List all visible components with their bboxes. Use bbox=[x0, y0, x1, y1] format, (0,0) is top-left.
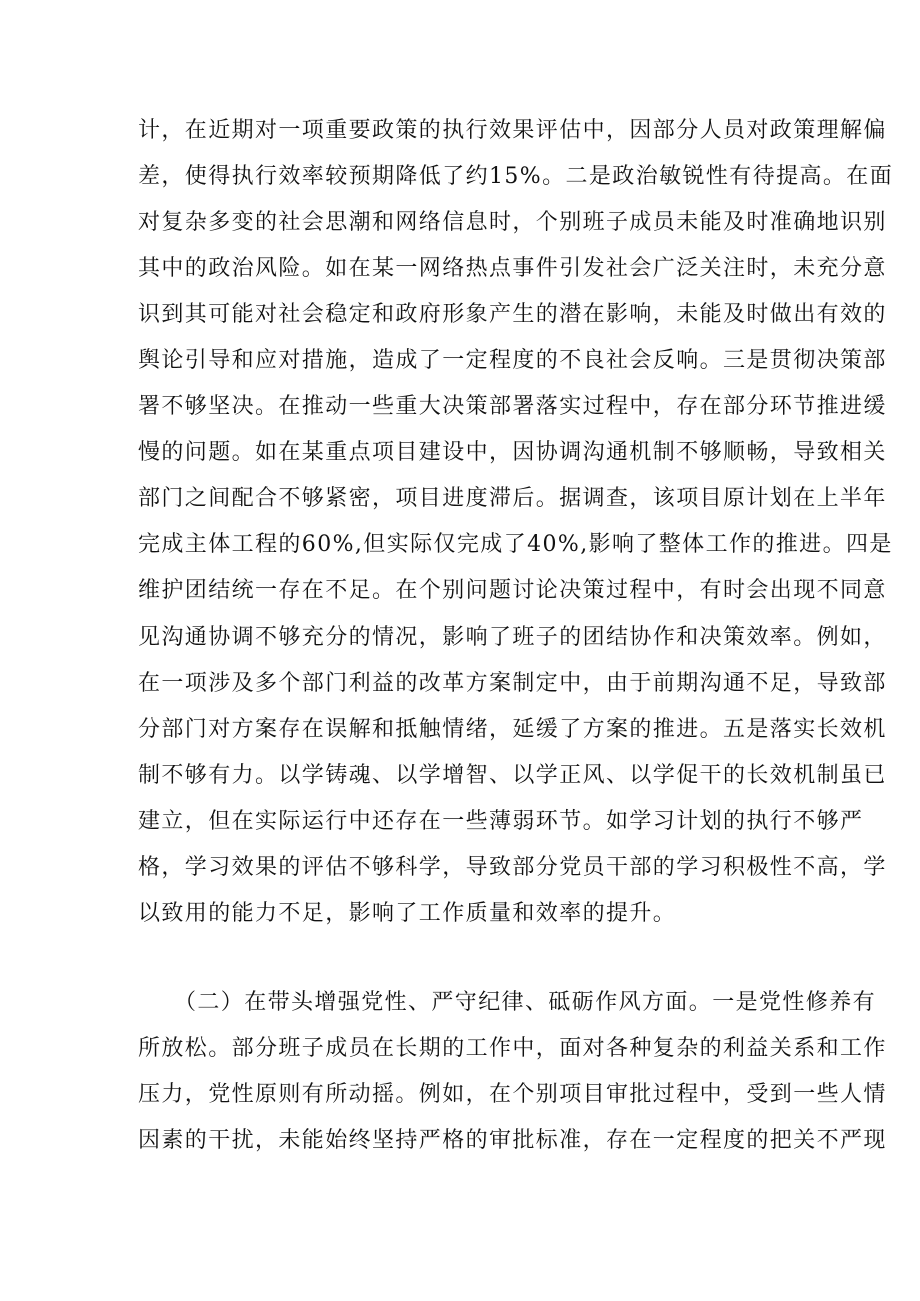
paragraph-line: 计，在近期对一项重要政策的执行效果评估中，因部分人员对政策理解偏 bbox=[138, 118, 887, 143]
paragraph-line: 对复杂多变的社会思潮和网络信息时，个别班子成员未能及时准确地识别 bbox=[138, 210, 887, 236]
paragraph-line: 压力，党性原则有所动摇。例如，在个别项目审批过程中，受到一些人情 bbox=[138, 1082, 887, 1108]
paragraph-line: 识到其可能对社会稳定和政府形象产生的潜在影响，未能及时做出有效的 bbox=[138, 302, 887, 328]
paragraph-line: 格，学习效果的评估不够科学，导致部分党员干部的学习积极性不高，学 bbox=[138, 854, 887, 880]
paragraph-line: 维护团结统一存在不足。在个别问题讨论决策过程中，有时会出现不同意 bbox=[138, 578, 887, 604]
paragraph-line: 完成主体工程的60%,但实际仅完成了40%,影响了整体工作的推进。四是 bbox=[138, 532, 893, 558]
paragraph-line: 慢的问题。如在某重点项目建设中，因协调沟通机制不够顺畅，导致相关 bbox=[138, 440, 887, 466]
paragraph-line: 在一项涉及多个部门利益的改革方案制定中，由于前期沟通不足，导致部 bbox=[138, 670, 887, 696]
paragraph-1 bbox=[138, 108, 894, 937]
paragraph-line: 部门之间配合不够紧密，项目进度滞后。据调查，该项目原计划在上半年 bbox=[138, 486, 887, 512]
paragraph-line: 分部门对方案存在误解和抵触情绪，延缓了方案的推进。五是落实长效机 bbox=[138, 716, 887, 742]
paragraph-line: 舆论引导和应对措施，造成了一定程度的不良社会反响。三是贯彻决策部 bbox=[138, 348, 887, 374]
paragraph-line: 建立，但在实际运行中还存在一些薄弱环节。如学习计划的执行不够严 bbox=[138, 808, 864, 834]
paragraph-line: 因素的干扰，未能始终坚持严格的审批标准，存在一定程度的把关不严现 bbox=[138, 1128, 887, 1154]
paragraph-line: 所放松。部分班子成员在长期的工作中，面对各种复杂的利益关系和工作 bbox=[138, 1036, 887, 1062]
paragraph-line: （二）在带头增强党性、严守纪律、砥砺作风方面。一是党性修养有 bbox=[174, 990, 877, 1015]
paragraph-line: 署不够坚决。在推动一些重大决策部署落实过程中，存在部分环节推进缓 bbox=[138, 394, 887, 420]
paragraph-2 bbox=[138, 980, 887, 1164]
paragraph-line: 以致用的能力不足，影响了工作质量和效率的提升。 bbox=[138, 900, 677, 926]
paragraph-line: 差，使得执行效率较预期降低了约15%。二是政治敏锐性有待提高。在面 bbox=[138, 164, 894, 190]
paragraph-line: 制不够有力。以学铸魂、以学增智、以学正风、以学促干的长效机制虽已 bbox=[138, 762, 887, 788]
paragraph-line: 其中的政治风险。如在某一网络热点事件引发社会广泛关注时，未充分意 bbox=[138, 256, 887, 282]
paragraph-line: 见沟通协调不够充分的情况，影响了班子的团结协作和决策效率。例如， bbox=[138, 624, 887, 650]
